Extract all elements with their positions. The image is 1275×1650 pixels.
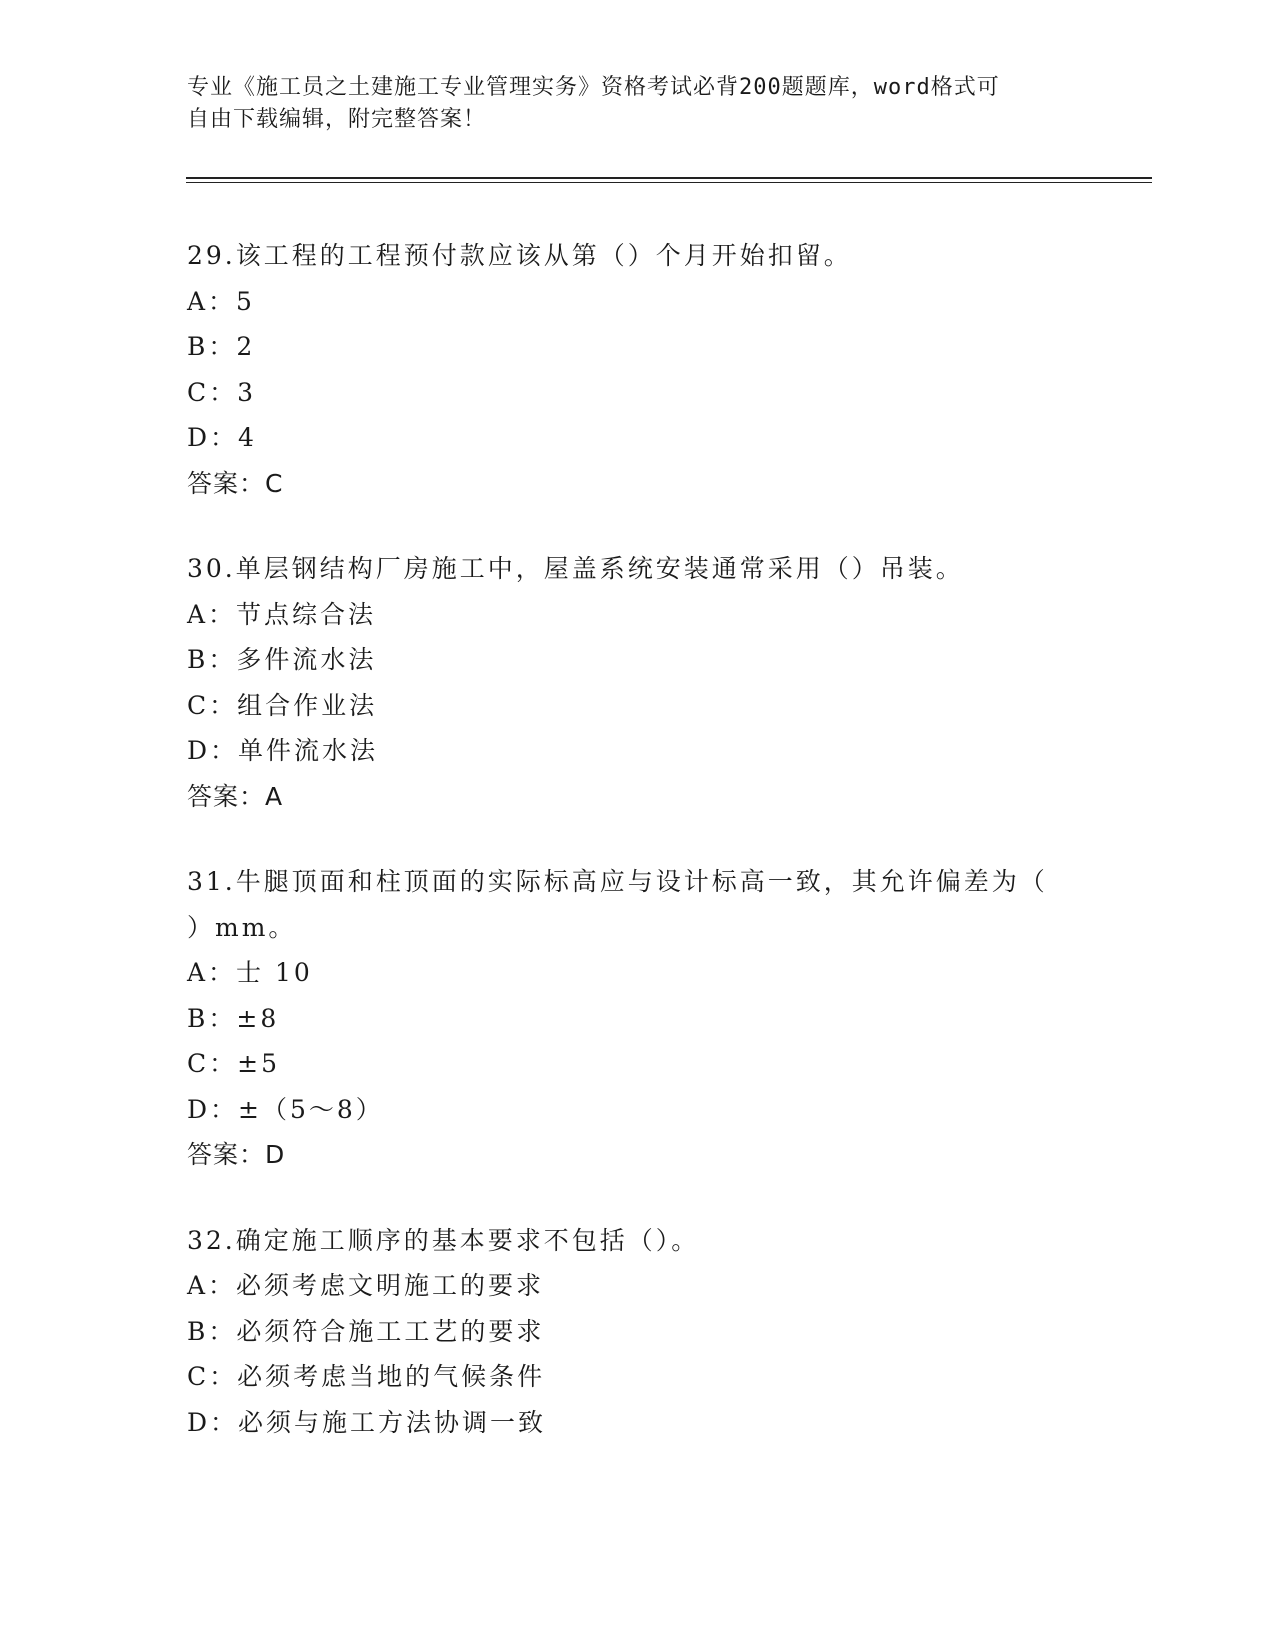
option-d: D：必须与施工方法协调一致 xyxy=(187,1407,547,1437)
question-stem-line-2: ）mm。 xyxy=(187,912,297,942)
question-stem: 30.单层钢结构厂房施工中，屋盖系统安装通常采用（）吊装。 xyxy=(187,554,964,583)
option-b: B：多件流水法 xyxy=(187,645,377,674)
option-a: A：必须考虑文明施工的要求 xyxy=(187,1271,545,1300)
option-a: A：节点综合法 xyxy=(187,599,377,629)
option-c: C：组合作业法 xyxy=(187,690,378,720)
option-b: B：2 xyxy=(187,332,256,361)
question-31 xyxy=(187,859,1087,1178)
question-30 xyxy=(187,546,1087,819)
question-stem-line-1: 31.牛腿顶面和柱顶面的实际标高应与设计标高一致，其允许偏差为（ xyxy=(187,867,1048,896)
header-line-2: 自由下载编辑，附完整答案！ xyxy=(187,107,487,132)
option-b: B：±8 xyxy=(187,1003,280,1033)
question-32 xyxy=(187,1218,1087,1446)
option-c: C：±5 xyxy=(187,1049,280,1078)
question-list xyxy=(187,233,1087,1485)
header-divider-thin xyxy=(186,182,1152,183)
option-c: C：3 xyxy=(187,377,257,407)
answer-label: 答案：A xyxy=(187,781,284,811)
option-a: A：5 xyxy=(187,286,255,316)
header-divider-thick xyxy=(186,177,1152,179)
option-c: C：必须考虑当地的气候条件 xyxy=(187,1362,546,1391)
option-d: D：4 xyxy=(187,423,257,452)
option-a: A：士 10 xyxy=(187,958,313,987)
answer-label: 答案：C xyxy=(187,468,284,498)
question-stem: 29.该工程的工程预付款应该从第（）个月开始扣留。 xyxy=(187,241,852,270)
option-b: B：必须符合施工工艺的要求 xyxy=(187,1316,545,1346)
question-29 xyxy=(187,233,1087,506)
answer-label: 答案：D xyxy=(187,1140,286,1169)
option-d: D：±（5～8） xyxy=(187,1094,384,1124)
option-d: D：单件流水法 xyxy=(187,736,379,765)
question-stem: 32.确定施工顺序的基本要求不包括（）。 xyxy=(187,1225,700,1255)
document-header xyxy=(187,72,1067,136)
header-line-1: 专业《施工员之土建施工专业管理实务》资格考试必背200题题库，word格式可 xyxy=(187,75,1000,100)
